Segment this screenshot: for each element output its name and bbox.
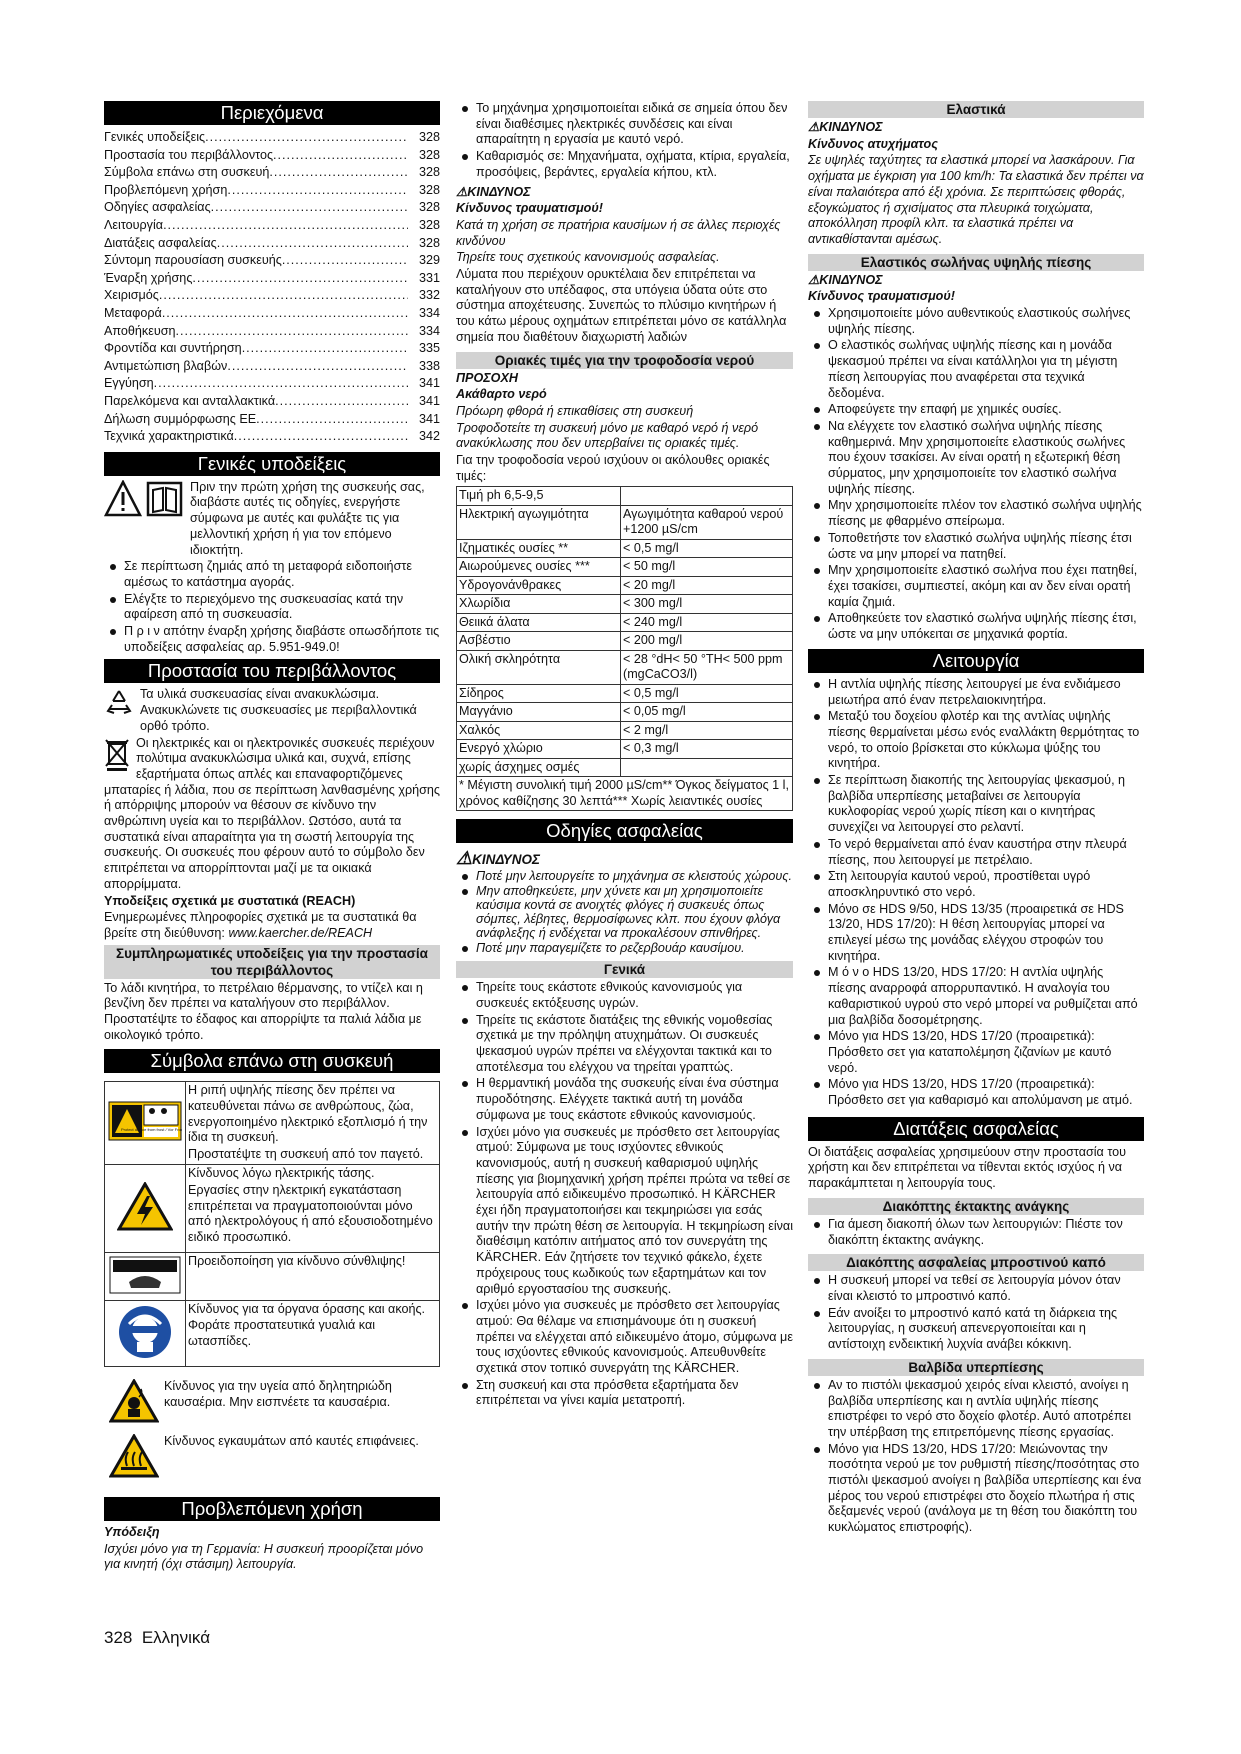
reach-title: Υποδείξεις σχετικά με συστατικά (REACH)	[104, 893, 356, 908]
toc-entry-title: Μεταφορά	[104, 305, 162, 320]
toc-entry-title: Προβλεπόμενη χρήση	[104, 182, 228, 197]
general-intro-text: Πριν την πρώτη χρήση της συσκευής σας, διαβάστε αυτές τις οδηγίες, ενεργήστε σύμφωνα με αυτές και φυλάξτε τις για μελλοντική χρήση ή για τον επόμενο ιδιοκτήτη.	[190, 479, 425, 557]
toc-entry-title: Χειρισμός	[104, 288, 159, 303]
list-item: Μόνο για HDS 13/20, HDS 17/20 (προαιρετικά): Πρόσθετο σετ για καταπολέμηση ζιζανίων με καυτό νερό.	[808, 1029, 1144, 1076]
caution-label: ΠΡΟΣΟΧΗ	[456, 370, 518, 385]
table-of-contents	[104, 129, 440, 446]
toc-entry-page: 328	[418, 200, 440, 215]
table-cell: < 240 mg/l	[621, 613, 793, 632]
warning-triangle-icon: ⚠	[456, 848, 473, 869]
table-cell: Αγωγιμότητα καθαρού νερού +1200 µS/cm	[621, 505, 793, 539]
table-row	[457, 740, 793, 759]
table-row	[457, 558, 793, 577]
table-cell	[621, 487, 793, 506]
toc-entry-page: 334	[418, 305, 440, 320]
reach-text: Ενημερωμένες πληροφορίες σχετικά με τα συστατικά θα βρείτε στη διεύθυνση: www.kaercher.de/REACH	[104, 910, 417, 940]
toc-entry-title: Παρελκόμενα και ανταλλακτικά	[104, 393, 276, 408]
table-cell: Ολική σκληρότητα	[457, 650, 621, 684]
toc-entry-title: Προστασία του περιβάλλοντος	[104, 147, 274, 162]
toxic-fumes-text: Κίνδυνος για την υγεία από δηλητηριώδη καυσαέρια. Μην εισπνέετε τα καυσαέρια.	[164, 1379, 392, 1410]
table-cell: < 200 mg/l	[621, 632, 793, 651]
table-cell: Ενεργό χλώριο	[457, 740, 621, 759]
toc-entry[interactable]	[104, 252, 440, 270]
env-weee-block	[104, 736, 440, 893]
danger-text: Λύματα που περιέχουν ορυκτέλαια δεν επιτρέπεται να καταλήγουν στο υπέδαφος, στα υπόγεια ύδατα ούτε στο σύστημα αποχέτευσης. Συνεπώς το πλύσιμο κινητήρων ή του κάτω μέρους οχημάτων επιτρέπεται μόνο σε κατάλληλα σημεία που διαθέτουν διαχωριστή λαδιών	[456, 267, 787, 344]
toc-entry[interactable]	[104, 323, 440, 341]
hose-heading: Ελαστικός σωλήνας υψηλής πίεσης	[808, 254, 1144, 271]
table-cell: Αιωρούμενες ουσίες ***	[457, 558, 621, 577]
env-recycle-block	[104, 687, 440, 735]
electric-shock-warning-icon	[105, 1165, 186, 1253]
toc-heading: Περιεχόμενα	[104, 101, 440, 125]
danger-title: Κίνδυνος τραυματισμού!	[456, 201, 603, 216]
table-row	[457, 539, 793, 558]
table-row	[457, 758, 793, 777]
table-cell: < 28 °dH< 50 °TH< 500 ppm (mgCaCO3/l)	[621, 650, 793, 684]
symbol-row	[105, 1253, 440, 1301]
general-safety-bullets	[456, 980, 793, 1409]
safety-danger-label: ⚠ΚΙΝΔΥΝΟΣ	[456, 848, 541, 869]
list-item: Η αντλία υψηλής πίεσης λειτουργεί με ένα ενδιάμεσο μειωτήρα από έναν πετρελαιοκινητήρα.	[808, 677, 1144, 708]
reach-link[interactable]: www.kaercher.de/REACH	[228, 925, 373, 940]
symbol-row	[105, 1165, 440, 1253]
symbols-table	[104, 1081, 440, 1367]
list-item: Μ ό ν ο HDS 13/20, HDS 17/20: Η αντλία υψηλής πίεσης αναρροφά απορρυπαντικό. Η αναλογία του καθαριστικού υγρού στο νερό μπορεί να ρυθμίζεται από μια βαλβίδα δοσομέτρησης.	[808, 965, 1144, 1028]
symbol-row	[105, 1301, 440, 1367]
toc-entry-page: 328	[418, 147, 440, 162]
toxic-fumes-block	[104, 1379, 440, 1428]
table-cell: Θειικά άλατα	[457, 613, 621, 632]
hot-surface-warning-icon	[104, 1434, 164, 1483]
symbol-row	[105, 1082, 440, 1165]
table-row	[457, 650, 793, 684]
toc-entry[interactable]	[104, 164, 440, 182]
toc-entry[interactable]	[104, 270, 440, 288]
toc-leader	[256, 411, 408, 429]
toc-entry[interactable]	[104, 147, 440, 165]
danger-label: ⚠ΚΙΝΔΥΝΟΣ	[456, 184, 531, 199]
table-cell: Σίδηρος	[457, 684, 621, 703]
hot-surface-block	[104, 1434, 440, 1483]
list-item: Καθαρισμός σε: Μηχανήματα, οχήματα, κτίρια, εργαλεία, προσόψεις, βεράντες, εργαλεία κήπου, κτλ.	[456, 149, 793, 180]
toc-entry[interactable]	[104, 358, 440, 376]
list-item: Σε περίπτωση διακοπής της λειτουργίας ψεκασμού, η βαλβίδα υπερπίεσης μεταβαίνει σε λειτουργία κυκλοφορίας νερού χωρίς πίεση και ο κινητήρας συνεχίζει να λειτουργεί στο ρελαντί.	[808, 773, 1144, 836]
page-number: 328	[104, 1628, 133, 1647]
list-item: Στη συσκευή και στα πρόσθετα εξαρτήματα δεν επιτρέπεται να γίνει καμία μετατροπή.	[456, 1378, 793, 1409]
table-row	[457, 721, 793, 740]
table-cell: < 0,05 mg/l	[621, 703, 793, 722]
toc-leader	[211, 199, 408, 217]
list-item: Ισχύει μόνο για συσκευές με πρόσθετο σετ λειτουργίας ατμού: Σύμφωνα με τους ισχύοντες εθνικούς κανονισμούς, αυτή η συσκευή καθαρισμού υψηλής πίεσης για βιομηχανική χρήση πρέπει πρώτα να τεθεί σε λειτουργία από ειδικευμένο προσωπικό. Η KÄRCHER έχει ήδη πραγματοποιήσει και τεκμηριώσει για εσάς αυτήν την πρώτη θέση σε λειτουργία. Η τεκμηρίωση είναι διαθέσιμη κατόπιν αιτήματος από τον συνεργάτη της KÄRCHER. Εάν ζητήσετε τον τεχνικό φάκελο, έχετε πρόχειρους τους κωδικούς των εξαρτημάτων και τον αριθμό εργοστασίου της συσκευής.	[456, 1125, 793, 1298]
table-cell: < 0,5 mg/l	[621, 684, 793, 703]
hose-danger-title: Κίνδυνος τραυματισμού!	[808, 289, 955, 304]
table-cell	[621, 758, 793, 777]
tyres-danger-label: ⚠ΚΙΝΔΥΝΟΣ	[808, 120, 883, 134]
caution-text: Για την τροφοδοσία νερού ισχύουν οι ακόλουθες οριακές τιμές:	[456, 453, 770, 483]
list-item: Μην χρησιμοποιείτε πλέον τον ελαστικό σωλήνα υψηλής πίεσης με φθαρμένο σπείρωμα.	[808, 498, 1144, 529]
toc-entry-page: 328	[418, 130, 440, 144]
toc-entry[interactable]	[104, 393, 440, 411]
table-cell: χωρίς άσχημες οσμές	[457, 758, 621, 777]
toc-entry[interactable]	[104, 217, 440, 235]
symbols-heading: Σύμβολα επάνω στη συσκευή	[104, 1049, 440, 1073]
table-cell: < 300 mg/l	[621, 595, 793, 614]
table-row	[457, 505, 793, 539]
emergency-switch-heading: Διακόπτης έκτακτης ανάγκης	[808, 1198, 1144, 1215]
toc-leader	[217, 235, 408, 253]
environment-heading: Προστασία του περιβάλλοντος	[104, 659, 440, 683]
caution-title: Ακάθαρτο νερό	[456, 387, 547, 402]
list-item: Η θερμαντική μονάδα της συσκευής είναι ένα σύστημα πυροδότησης. Ελέγχετε τακτικά αυτή τη μονάδα σύμφωνα με τους εκάστοτε εθνικούς κανονισμούς.	[456, 1076, 793, 1123]
warning-manual-icon	[104, 480, 184, 523]
toc-leader	[242, 340, 408, 358]
danger-italic-2: Τηρείτε τους σχετικούς κανονισμούς ασφαλείας.	[456, 250, 720, 265]
table-row	[457, 703, 793, 722]
toc-entry[interactable]	[104, 340, 440, 358]
toc-leader	[159, 287, 408, 305]
toc-entry-page: 341	[418, 393, 440, 408]
list-item: Να ελέγχετε τον ελαστικό σωλήνα υψηλής πίεσης καθημερινά. Μην χρησιμοποιείτε ελαστικούς σωλήνες που έχουν τσακίσει. Αν είναι ορατή η εξωτερική θέση σύρματος, μην χρησιμοποιείτε τον ελαστικό σωλήνα υψηλής πίεσης.	[808, 419, 1144, 498]
warning-triangle-icon: ⚠	[456, 184, 468, 199]
general-bullets	[104, 559, 440, 655]
list-item: Η συσκευή μπορεί να τεθεί σε λειτουργία μόνον όταν είναι κλειστό το μπροστινό καπό.	[808, 1273, 1144, 1304]
overflow-valve-bullets	[808, 1378, 1144, 1536]
hot-surface-text: Κίνδυνος εγκαυμάτων από καυτές επιφάνειες.	[164, 1434, 419, 1449]
list-item: Τοποθετήστε τον ελαστικό σωλήνα υψηλής πίεσης έτσι ώστε να μην μπορεί να πατηθεί.	[808, 531, 1144, 562]
toc-entry-page: 328	[418, 235, 440, 250]
toc-leader	[227, 182, 408, 200]
operation-bullets	[808, 677, 1144, 1109]
table-cell: Τιμή ph 6,5-9,5	[457, 487, 621, 506]
caution-italic-2: Τροφοδοτείτε τη συσκευή μόνο με καθαρό νερό ή νερό ανακύκλωσης που δεν υπερβαίνει τις οριακές τιμές.	[456, 420, 759, 451]
toc-entry-page: 332	[418, 288, 440, 303]
toc-entry-title: Οδηγίες ασφαλείας	[104, 200, 211, 215]
toc-entry[interactable]	[104, 411, 440, 429]
toc-entry-title: Φροντίδα και συντήρηση	[104, 341, 242, 356]
list-item: Ελέγξτε το περιεχόμενο της συσκευασίας κατά την αφαίρεση από τη συσκευασία.	[104, 592, 440, 623]
general-safety-heading: Γενικά	[456, 961, 793, 978]
toc-leader	[282, 252, 408, 270]
toc-entry-title: Δήλωση συμμόρφωσης ΕΕ	[104, 411, 257, 426]
env-recycle-text: Τα υλικά συσκευασίας είναι ανακυκλώσιμα. Ανακυκλώνετε τις συσκευασίες με περιβαλλοντικά ορθό τρόπο.	[140, 687, 417, 733]
safety-heading: Οδηγίες ασφαλείας	[456, 819, 793, 843]
toc-entry-title: Γενικές υποδείξεις	[104, 130, 206, 144]
list-item: Ο ελαστικός σωλήνας υψηλής πίεσης και η μονάδα ψεκασμού πρέπει να είναι κατάλληλοι για τη μέγιστη πίεση λειτουργίας που αναφέρεται στα τεχνικά δεδομένα.	[808, 338, 1144, 401]
table-row	[457, 487, 793, 506]
column-right	[808, 101, 1144, 1537]
table-cell: < 2 mg/l	[621, 721, 793, 740]
list-item: Το νερό θερμαίνεται από έναν καυστήρα στην πλευρά πίεσης, που λειτουργεί με πετρέλαιο.	[808, 837, 1144, 868]
list-item: Αποφεύγετε την επαφή με χημικές ουσίες.	[808, 402, 1144, 418]
table-row	[457, 595, 793, 614]
water-limits-table	[456, 486, 793, 811]
list-item: Εάν ανοίξει το μπροστινό καπό κατά τη διάρκεια της λειτουργίας, η συσκευή απενεργοποιείται και η αντίστοιχη ενδεικτική λυχνία ανάβει κόκκινη.	[808, 1306, 1144, 1353]
toc-entry-title: Σύντομη παρουσίαση συσκευής	[104, 253, 282, 268]
table-row	[457, 613, 793, 632]
table-cell: Χαλκός	[457, 721, 621, 740]
general-heading: Γενικές υποδείξεις	[104, 452, 440, 476]
page-footer	[104, 1628, 210, 1648]
list-item: Για άμεση διακοπή όλων των λειτουργιών: Πιέστε τον διακόπτη έκτακτης ανάγκης.	[808, 1217, 1144, 1248]
table-cell: Χλωρίδια	[457, 595, 621, 614]
table-row	[457, 576, 793, 595]
toc-leader	[192, 270, 408, 288]
toc-entry-page: 341	[418, 376, 440, 391]
toc-leader	[234, 428, 408, 446]
toc-leader	[205, 129, 408, 147]
toc-entry[interactable]	[104, 235, 440, 253]
list-item: Στη λειτουργία καυτού νερού, προστίθεται υγρό αποσκληρυντικό στο νερό.	[808, 869, 1144, 900]
toc-entry-title: Σύμβολα επάνω στη συσκευή	[104, 165, 270, 180]
toc-entry-page: 335	[418, 341, 440, 356]
toc-entry[interactable]	[104, 375, 440, 393]
tyres-text: Σε υψηλές ταχύτητες τα ελαστικά μπορεί να λασκάρουν. Για οχήματα με έγκριση για 100 km/h: Τα ελαστικά δεν πρέπει να είναι παλαιότερα από έξι χρόνια. Σε περιπτώσεις φθοράς, εξογκώματος ή σχισίματος στα πλευρικά τοιχώματα, αποκόλληση προφίλ κλπ. τα ελαστικά πρέπει να αντικαθίστανται αμέσως.	[808, 153, 1144, 246]
note-title: Υπόδειξη	[104, 1524, 160, 1539]
table-row	[457, 684, 793, 703]
list-item: Μην αποθηκεύετε, μην χύνετε και μη χρησιμοποιείτε καύσιμα κοντά σε ανοιχτές φλόγες ή συσκευές όπως σόμπες, λέβητες, θερμοσίφωνες κλπ. που έχουν φλόγα ανάφλεξης ή ενδέχεται να προκαλέσουν σπινθήρες.	[456, 884, 793, 940]
toc-leader	[273, 147, 408, 165]
note-text: Ισχύει μόνο για τη Γερμανία: Η συσκευή προορίζεται μόνο για κινητή (όχι στάσιμη) λειτουργία.	[104, 1541, 424, 1572]
safety-devices-text: Οι διατάξεις ασφαλείας χρησιμεύουν στην προστασία του χρήστη και δεν επιτρέπεται να τίθενται εκτός ισχύος ή να παρακάμπτεται η λειτουργία τους.	[808, 1144, 1127, 1191]
toc-entry-page: 342	[418, 429, 440, 444]
danger-italic: Κατά τη χρήση σε πρατήρια καυσίμων ή σε άλλες περιοχές κινδύνου	[456, 217, 781, 248]
table-cell: < 0,3 mg/l	[621, 740, 793, 759]
symbol-text: Κίνδυνος για τα όργανα όρασης και ακοής. Φοράτε προστατευτικά γυαλιά και ωτασπίδες.	[186, 1301, 440, 1367]
toc-leader	[275, 393, 408, 411]
env-extra-heading: Συμπληρωματικές υποδείξεις για την προστασία του περιβάλλοντος	[104, 945, 440, 979]
toc-entry-title: Έναρξη χρήσης	[104, 270, 193, 285]
footer-language: Ελληνικά	[141, 1628, 211, 1647]
list-item: Χρησιμοποιείτε μόνο αυθεντικούς ελαστικούς σωλήνες υψηλής πίεσης.	[808, 306, 1144, 337]
recycling-icon	[104, 687, 134, 722]
crossed-bin-icon	[104, 738, 130, 777]
toc-entry-page: 338	[418, 358, 440, 373]
tyres-danger-title: Κίνδυνος ατυχήματος	[808, 136, 938, 151]
table-cell: < 0,5 mg/l	[621, 539, 793, 558]
toc-entry[interactable]	[104, 182, 440, 200]
toc-entry-page: 331	[418, 270, 440, 285]
warning-triangle-icon: ⚠	[808, 120, 820, 134]
warning-triangle-icon: ⚠	[808, 272, 820, 287]
list-item: Τηρείτε τις εκάστοτε διατάξεις της εθνικής νομοθεσίας σχετικά με την πρόληψη ατυχημάτων. Οι συσκευές ψεκασμού υγρών πρέπει να ελέγχονται τακτικά και το αποτέλεσμα του ελέγχου να τηρείται γραπτώς.	[456, 1013, 793, 1076]
hood-switch-bullets	[808, 1273, 1144, 1353]
column-middle	[456, 101, 793, 1410]
high-pressure-jet-warning-icon	[105, 1082, 186, 1165]
list-item: Το μηχάνημα χρησιμοποιείται ειδικά σε σημεία όπου δεν είναι διαθέσιμες ηλεκτρικές συνδέσεις και είναι απαραίτητη η εργασία με καυτό νερό.	[456, 101, 793, 148]
list-item: Ισχύει μόνο για συσκευές με πρόσθετο σετ λειτουργίας ατμού: Θα θέλαμε να επισημάνουμε ότι η συσκευή πρέπει να ελέγχεται από ειδικευμένο άτομο, σύμφωνα με τους ισχύοντες εθνικούς κανονισμούς. Απευθυνθείτε σχετικά στον τοπικό συνεργάτη της KÄRCHER.	[456, 1298, 793, 1377]
hood-switch-heading: Διακόπτης ασφαλείας μπροστινού καπό	[808, 1254, 1144, 1271]
table-note-row	[457, 777, 793, 811]
symbol-text: Προειδοποίηση για κίνδυνο σύνθλιψης!	[186, 1253, 440, 1301]
toc-entry[interactable]	[104, 199, 440, 217]
list-item: Ποτέ μην παραγεμίζετε το ρεζερβουάρ καυσίμου.	[456, 941, 793, 955]
table-cell: Μαγγάνιο	[457, 703, 621, 722]
toc-leader	[163, 217, 408, 235]
toc-entry-page: 328	[418, 165, 440, 180]
caution-italic: Πρόωρη φθορά ή επικαθίσεις στη συσκευή	[456, 403, 694, 418]
toc-entry[interactable]	[104, 129, 440, 147]
toc-entry-title: Αντιμετώπιση βλαβών	[104, 358, 228, 373]
list-item: Ποτέ μην λειτουργείτε το μηχάνημα σε κλειστούς χώρους.	[456, 869, 793, 883]
toc-entry[interactable]	[104, 428, 440, 446]
toc-entry-title: Τεχνικά χαρακτηριστικά	[104, 429, 234, 444]
toc-entry-title: Διατάξεις ασφαλείας	[104, 235, 217, 250]
usage-bullets	[456, 101, 793, 181]
overflow-valve-heading: Βαλβίδα υπερπίεσης	[808, 1359, 1144, 1376]
symbol-text: Η ριπή υψηλής πίεσης δεν πρέπει να κατευθύνεται πάνω σε ανθρώπους, ζώα, ενεργοποιημένο ηλεκτρικό εξοπλισμό ή την ίδια τη συσκευή. Προστατέψτε τη συσκευή από τον παγετό.	[186, 1082, 440, 1165]
safety-bullets	[456, 869, 793, 955]
list-item: Σε περίπτωση ζημιάς από τη μεταφορά ειδοποιήστε αμέσως το κατάστημα αγοράς.	[104, 559, 440, 590]
column-left	[104, 101, 440, 1574]
eye-ear-protection-icon	[105, 1301, 186, 1367]
list-item: Αν το πιστόλι ψεκασμού χειρός είναι κλειστό, ανοίγει η βαλβίδα υπερπίεσης και η αντλία υψηλής πίεσης επιστρέφει το νερό στο δοχείο φλοτέρ. Αυτό αποτρέπει την υπέρβαση της επιτρεπόμενης πίεσης εργασίας.	[808, 1378, 1144, 1441]
table-row	[457, 632, 793, 651]
table-cell: Ιζηματικές ουσίες **	[457, 539, 621, 558]
toc-leader	[162, 305, 408, 323]
list-item: Μην χρησιμοποιείτε ελαστικό σωλήνα που έχει πατηθεί, έχει τσακίσει, συμπιεστεί, ακόμη και αν δεν είναι ορατή καμία ζημιά.	[808, 563, 1144, 610]
toc-entry[interactable]	[104, 287, 440, 305]
table-cell: Υδρογονάνθρακες	[457, 576, 621, 595]
toc-entry-title: Λειτουργία	[104, 217, 164, 232]
toc-leader	[176, 323, 409, 341]
toxic-fumes-warning-icon	[104, 1379, 164, 1428]
toc-leader	[154, 375, 408, 393]
table-cell: < 20 mg/l	[621, 576, 793, 595]
tyres-heading: Ελαστικά	[808, 101, 1144, 118]
hand-crush-warning-icon	[105, 1253, 186, 1301]
symbol-text: Κίνδυνος λόγω ηλεκτρικής τάσης. Εργασίες στην ηλεκτρική εγκατάσταση επιτρέπεται να πραγματοποιούνται μόνο από ηλεκτρολόγους ή από εξουσιοδοτημένο ειδικό προσωπικό.	[186, 1165, 440, 1253]
list-item: Π ρ ι ν απότην έναρξη χρήσης διαβάστε οπωσδήποτε τις υποδείξεις ασφαλείας αρ. 5.951-949.0!	[104, 624, 440, 655]
toc-entry-page: 341	[418, 411, 440, 426]
hose-bullets	[808, 306, 1144, 643]
toc-entry-page: 329	[418, 253, 440, 268]
toc-entry-title: Εγγύηση	[104, 376, 154, 391]
toc-leader	[227, 358, 408, 376]
table-cell: < 50 mg/l	[621, 558, 793, 577]
list-item: Μεταξύ του δοχείου φλοτέρ και της αντλίας υψηλής πίεσης θερμαίνεται μέσω ενός εναλλάκτη θερμότητας το νερό, το οποίο βρίσκεται στο κύκλωμα ψύξης του κινητήρα.	[808, 709, 1144, 772]
toc-entry-page: 328	[418, 217, 440, 232]
intended-use-heading: Προβλεπόμενη χρήση	[104, 1497, 440, 1521]
list-item: Μόνο για HDS 13/20, HDS 17/20 (προαιρετικά): Πρόσθετο σετ για καθαρισμό και απολύμανση με ατμό.	[808, 1077, 1144, 1108]
frost-sign-label: Protect device from frost / Vor Fro	[120, 1127, 181, 1133]
hose-danger-label: ⚠ΚΙΝΔΥΝΟΣ	[808, 272, 883, 287]
general-intro	[104, 480, 440, 560]
list-item: Μόνο σε HDS 9/50, HDS 13/35 (προαιρετικά σε HDS 13/20, HDS 17/20): Η θέση λειτουργίας μπορεί να επιλεγεί μέσω της μονάδας ελέγχου στροφών του κινητήρα.	[808, 902, 1144, 965]
toc-entry-title: Αποθήκευση	[104, 323, 176, 338]
list-item: Μόνο για HDS 13/20, HDS 17/20: Μειώνοντας την ποσότητα νερού με τον ρυθμιστή πίεσης/ποσότητας στο πιστόλι ψεκασμού ανοίγει η βαλβίδα υπερπίεσης και ένα μέρος του νερού επιστρέφει στο δοχείο πλωτήρα ή στις δεξαμενές νερού (ανάλογα με τη θέση του διακόπτη του κυκλώματος επιστροφής).	[808, 1442, 1144, 1536]
table-cell: Ασβέστιο	[457, 632, 621, 651]
water-limits-heading: Οριακές τιμές για την τροφοδοσία νερού	[456, 352, 793, 369]
table-note: * Μέγιστη συνολική τιμή 2000 µS/cm** Όγκος δείγματος 1 l, χρόνος καθίζησης 30 λεπτά*** Χωρίς λειαντικές ουσίες	[457, 777, 793, 811]
operation-heading: Λειτουργία	[808, 649, 1144, 673]
emergency-switch-bullets	[808, 1217, 1144, 1248]
safety-devices-heading: Διατάξεις ασφαλείας	[808, 1117, 1144, 1141]
toc-entry-page: 334	[418, 323, 440, 338]
env-extra-text: Το λάδι κινητήρα, το πετρέλαιο θέρμανσης, το ντίζελ και η βενζίνη δεν πρέπει να καταλήγουν στο περιβάλλον. Προστατέψτε το έδαφος και απορρίψτε τα παλιά λάδια με οικολογικό τρόπο.	[104, 980, 423, 1042]
toc-leader	[269, 164, 408, 182]
list-item: Αποθηκεύετε τον ελαστικό σωλήνα υψηλής πίεσης έτσι, ώστε να μην υπόκειται σε μηχανικά φορτία.	[808, 611, 1144, 642]
list-item: Τηρείτε τους εκάστοτε εθνικούς κανονισμούς για συσκευές εκτόξευσης υγρών.	[456, 980, 793, 1011]
table-cell: Ηλεκτρική αγωγιμότητα	[457, 505, 621, 539]
env-weee-text: Οι ηλεκτρικές και οι ηλεκτρονικές συσκευές περιέχουν πολύτιμα ανακυκλώσιμα υλικά και, συχνά, επίσης εξαρτήματα όπως απλές και επαναφορτιζόμενες μπαταρίες ή λάδια, που σε περίπτωση λανθασμένης χρήσης ή απόρριψης μπορούν να θέσουν σε κίνδυνο την ανθρώπινη υγεία και το περιβάλλον. Ωστόσο, αυτά τα συστατικά είναι απαραίτητα για τη σωστή λειτουργία της συσκευής. Οι συσκευές που φέρουν αυτό το σύμβολο δεν επιτρέπεται να απορρίπτονται μαζί με τα οικιακά απορρίμματα.	[104, 735, 440, 891]
toc-entry[interactable]	[104, 305, 440, 323]
toc-entry-page: 328	[418, 182, 440, 197]
